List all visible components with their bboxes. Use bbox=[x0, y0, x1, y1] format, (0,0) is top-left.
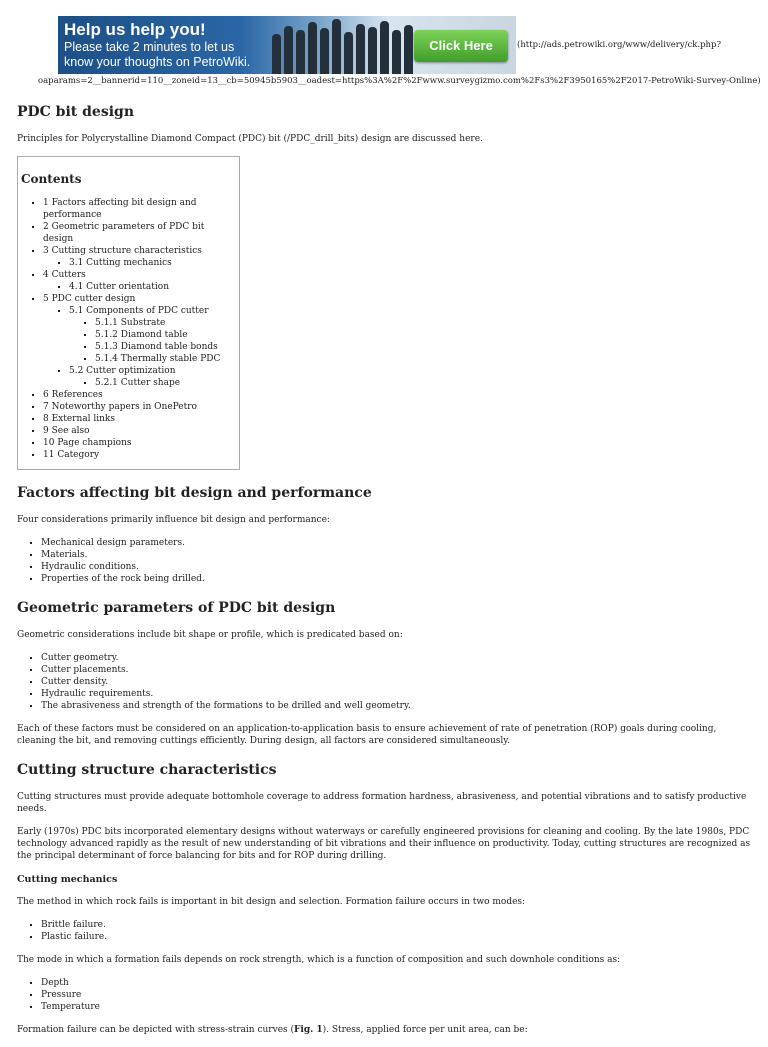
toc-item bbox=[43, 197, 237, 221]
toc-link[interactable]: 2 Geometric parameters of PDC bit design bbox=[43, 222, 205, 244]
mechanics-paragraph-1: The method in which rock fails is important in bit design and selection. Formation failure occurs in two modes: bbox=[17, 897, 526, 907]
toc-sublist bbox=[43, 281, 237, 293]
toc-link[interactable]: 3 Cutting structure characteristics bbox=[43, 246, 202, 256]
toc-item bbox=[95, 353, 237, 365]
toc-link[interactable]: 1 Factors affecting bit design and performance bbox=[43, 198, 197, 220]
toc-item bbox=[43, 269, 237, 293]
toc-item bbox=[43, 413, 237, 425]
toc-link[interactable]: 5.1.1 Substrate bbox=[95, 318, 166, 328]
toc-item bbox=[43, 221, 237, 245]
toc-link[interactable]: 5.1.4 Thermally stable PDC bbox=[95, 354, 221, 364]
toc-link[interactable]: 9 See also bbox=[43, 426, 90, 436]
toc-item bbox=[43, 293, 237, 389]
toc-item bbox=[95, 377, 237, 389]
toc-link[interactable]: 5.2.1 Cutter shape bbox=[95, 378, 181, 388]
crowd-silhouette-image bbox=[268, 16, 418, 74]
toc-link[interactable]: 5.1.3 Diamond table bonds bbox=[95, 342, 218, 352]
list-item: ▪ Pressure bbox=[41, 989, 752, 1001]
table-of-contents bbox=[17, 156, 240, 470]
cutting-paragraph-1: Cutting structures must provide adequate bottomhole coverage to address formation hardness, abrasiveness, and potential vibrations and to satisfy productive needs. bbox=[17, 792, 747, 814]
ad-banner-row bbox=[58, 16, 758, 76]
list-item: ▪ Cutter density. bbox=[41, 676, 752, 688]
banner-headline: Help us help you! bbox=[64, 20, 206, 39]
toc-link[interactable]: 4.1 Cutter orientation bbox=[69, 282, 169, 292]
list-item: ▪ Cutter geometry. bbox=[41, 652, 752, 664]
toc-link[interactable]: 7 Noteworthy papers in OnePetro bbox=[43, 402, 197, 412]
fig-1-reference[interactable]: Fig. 1 bbox=[294, 1025, 323, 1035]
list-item: ▪ Depth bbox=[41, 977, 752, 989]
toc-item bbox=[43, 449, 237, 461]
toc-link[interactable]: 8 External links bbox=[43, 414, 116, 424]
list-item: ▪ Brittle failure. bbox=[41, 919, 752, 931]
click-here-button[interactable]: Click Here bbox=[414, 30, 508, 62]
page-title: PDC bit design bbox=[17, 104, 134, 120]
fig-ref-before: Formation failure can be depicted with stress-strain curves ( bbox=[17, 1025, 295, 1035]
toc-sublist bbox=[43, 305, 237, 389]
toc-item bbox=[69, 257, 237, 269]
geometric-list bbox=[17, 652, 752, 712]
list-item: ▪ Temperature bbox=[41, 1001, 752, 1013]
list-item: ▪ Hydraulic conditions. bbox=[41, 561, 752, 573]
list-item: ▪ Cutter placements. bbox=[41, 664, 752, 676]
factors-list bbox=[17, 537, 752, 585]
toc-link[interactable]: 5.2 Cutter optimization bbox=[69, 366, 176, 376]
toc-link[interactable]: 5.1.2 Diamond table bbox=[95, 330, 188, 340]
toc-item bbox=[69, 365, 237, 389]
toc-item bbox=[69, 305, 237, 365]
toc-link[interactable]: 10 Page champions bbox=[43, 438, 132, 448]
list-item: ▪ Plastic failure. bbox=[41, 931, 752, 943]
mechanics-paragraph-3 bbox=[17, 1024, 752, 1036]
banner-subtext: Please take 2 minutes to let us know your thoughts on PetroWiki. bbox=[64, 40, 251, 69]
toc-item bbox=[95, 317, 237, 329]
list-item: ▪ Materials. bbox=[41, 549, 752, 561]
toc-item bbox=[95, 329, 237, 341]
intro-paragraph: Principles for Polycrystalline Diamond Compact (PDC) bit (/PDC_drill_bits) design are discussed here. bbox=[17, 134, 483, 144]
toc-item bbox=[43, 437, 237, 449]
article-content bbox=[17, 103, 752, 1047]
toc-link[interactable]: 3.1 Cutting mechanics bbox=[69, 258, 172, 268]
cutting-paragraph-2: Early (1970s) PDC bits incorporated elementary designs without waterways or carefully engineered provisions for cleaning and cooling. By the late 1980s, PDC technology advanced rapidly as the result of new understanding of bit vibrations and their influence on productivity. Today, cutting structures are recognized as the principal determinant of force balancing for bits and for ROP during drilling. bbox=[17, 827, 751, 861]
toc-item bbox=[43, 425, 237, 437]
list-item: ▪ Mechanical design parameters. bbox=[41, 537, 752, 549]
survey-banner-ad[interactable] bbox=[58, 16, 516, 74]
conditions-list bbox=[17, 977, 752, 1013]
toc-item bbox=[69, 281, 237, 293]
mechanics-paragraph-2: The mode in which a formation fails depends on rock strength, which is a function of composition and such downhole conditions as: bbox=[17, 955, 621, 965]
toc-item bbox=[43, 245, 237, 269]
failure-modes-list bbox=[17, 919, 752, 943]
geometric-intro: Geometric considerations include bit shape or profile, which is predicated based on: bbox=[17, 630, 403, 640]
toc-link[interactable]: 4 Cutters bbox=[43, 270, 86, 280]
factors-intro: Four considerations primarily influence bit design and performance: bbox=[17, 515, 330, 525]
toc-title: Contents bbox=[21, 172, 82, 186]
list-item: ▪ Properties of the rock being drilled. bbox=[41, 573, 752, 585]
toc-link[interactable]: 5 PDC cutter design bbox=[43, 294, 136, 304]
toc-sublist bbox=[69, 377, 237, 389]
section-heading-cutting: Cutting structure characteristics bbox=[17, 762, 277, 778]
toc-item bbox=[43, 389, 237, 401]
toc-sublist bbox=[69, 317, 237, 365]
list-item: ▪ The abrasiveness and strength of the formations to be drilled and well geometry. bbox=[41, 700, 752, 712]
toc-item bbox=[95, 341, 237, 353]
toc-link[interactable]: 5.1 Components of PDC cutter bbox=[69, 306, 209, 316]
toc-link[interactable]: 6 References bbox=[43, 390, 103, 400]
toc-sublist bbox=[43, 257, 237, 269]
list-item: ▪ Hydraulic requirements. bbox=[41, 688, 752, 700]
toc-list bbox=[21, 197, 237, 461]
section-heading-factors: Factors affecting bit design and performance bbox=[17, 485, 372, 501]
fig-ref-after: ). Stress, applied force per unit area, can be: bbox=[322, 1025, 528, 1035]
geometric-after-paragraph: Each of these factors must be considered on an application-to-application basis to ensure achievement of rate of penetration (ROP) goals during cooling, cleaning the bit, and removing cuttings efficiently. During design, all factors are considered simultaneously. bbox=[17, 724, 717, 746]
subsection-heading-mechanics: Cutting mechanics bbox=[17, 874, 118, 885]
toc-item bbox=[43, 401, 237, 413]
ad-link-text[interactable]: (http://ads.petrowiki.org/www/delivery/ck.php? bbox=[517, 40, 722, 50]
ad-link-text-continued[interactable]: oaparams=2__bannerid=110__zoneid=13__cb=50945b5903__oadest=https%3A%2F%2Fwww.surveygizmo.com%2Fs3%2F3950165%2F2017-PetroWiki-Survey-Online) bbox=[38, 76, 761, 86]
section-heading-geometric: Geometric parameters of PDC bit design bbox=[17, 600, 336, 616]
toc-link[interactable]: 11 Category bbox=[43, 450, 100, 460]
